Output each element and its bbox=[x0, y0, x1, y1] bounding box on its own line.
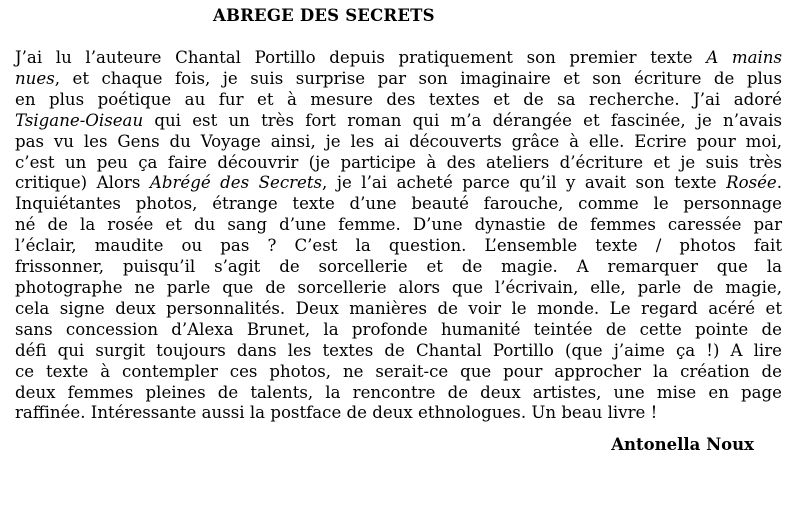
review-body bbox=[15, 48, 782, 424]
text-segment: l’éclair, maudite ou pas ? C’est la question. L’ensemble texte / photos fait bbox=[15, 236, 782, 256]
text-segment: , je l’ai acheté parce qu’il y avait son texte bbox=[322, 173, 727, 193]
text-line bbox=[15, 153, 782, 174]
text-segment: c’est un peu ça faire découvrir (je participe à des ateliers d’écriture et je suis très bbox=[15, 152, 782, 172]
text-segment: qui est un très fort roman qui m’a dérangée et fascinée, je n’avais bbox=[143, 110, 782, 130]
text-line bbox=[15, 132, 782, 153]
text-line bbox=[15, 383, 782, 404]
text-segment: frissonner, puisqu’il s’agit de sorcellerie et de magie. A remarquer que la bbox=[15, 257, 782, 277]
italic-title-text: Abrégé des Secrets bbox=[149, 173, 323, 193]
text-segment: J’ai lu l’auteure Chantal Portillo depuis pratiquement son premier texte bbox=[15, 48, 707, 67]
text-segment: défi qui surgit toujours dans les textes de Chantal Portillo (que j’aime ça !) A lire bbox=[15, 340, 782, 360]
text-line bbox=[15, 299, 782, 320]
italic-title-text: Rosée bbox=[726, 173, 777, 193]
text-segment: cela signe deux personnalités. Deux manières de voir le monde. Le regard acéré et bbox=[15, 298, 782, 318]
text-line bbox=[15, 194, 782, 215]
text-line bbox=[15, 320, 782, 341]
italic-title-text: Tsigane-Oiseau bbox=[15, 110, 144, 130]
text-segment: photographe ne parle que de sorcellerie alors que l’écrivain, elle, parle de magie, bbox=[15, 277, 782, 297]
text-segment: né de la rosée et du sang d’une femme. D’une dynastie de femmes caressée par bbox=[15, 215, 782, 235]
italic-title-text: nues bbox=[15, 68, 55, 88]
text-line bbox=[15, 403, 782, 424]
text-segment: sans concession d’Alexa Brunet, la profonde humanité teintée de cette pointe de bbox=[15, 319, 782, 339]
text-segment: , et chaque fois, je suis surprise par son imaginaire et son écriture de plus bbox=[54, 68, 782, 88]
text-line bbox=[15, 48, 782, 69]
text-line bbox=[15, 111, 782, 132]
text-line bbox=[15, 173, 782, 194]
text-line bbox=[15, 236, 782, 257]
text-segment: pas vu les Gens du Voyage ainsi, je les ai découverts grâce à elle. Ecrire pour moi, bbox=[15, 131, 782, 151]
text-segment: . bbox=[776, 173, 783, 193]
author-signature: Antonella Noux bbox=[611, 435, 754, 454]
text-line bbox=[15, 69, 782, 90]
text-line bbox=[15, 215, 782, 236]
text-segment: ce texte à contempler ces photos, ne serait-ce que pour approcher la création de bbox=[15, 361, 782, 381]
text-segment: critique) Alors bbox=[15, 173, 150, 193]
text-segment: en plus poétique au fur et à mesure des textes et de sa recherche. J’ai adoré bbox=[15, 89, 782, 109]
italic-title-text: A mains bbox=[706, 48, 782, 67]
text-line bbox=[15, 90, 782, 111]
text-line bbox=[15, 341, 782, 362]
article-title: ABREGE DES SECRETS bbox=[213, 6, 435, 25]
text-line bbox=[15, 257, 782, 278]
text-segment: raffinée. Intéressante aussi la postface de deux ethnologues. Un beau livre ! bbox=[15, 403, 658, 423]
text-line bbox=[15, 278, 782, 299]
text-line bbox=[15, 362, 782, 383]
text-segment: Inquiétantes photos, étrange texte d’une beauté farouche, comme le personnage bbox=[15, 194, 782, 214]
text-segment: deux femmes pleines de talents, la rencontre de deux artistes, une mise en page bbox=[15, 382, 782, 402]
